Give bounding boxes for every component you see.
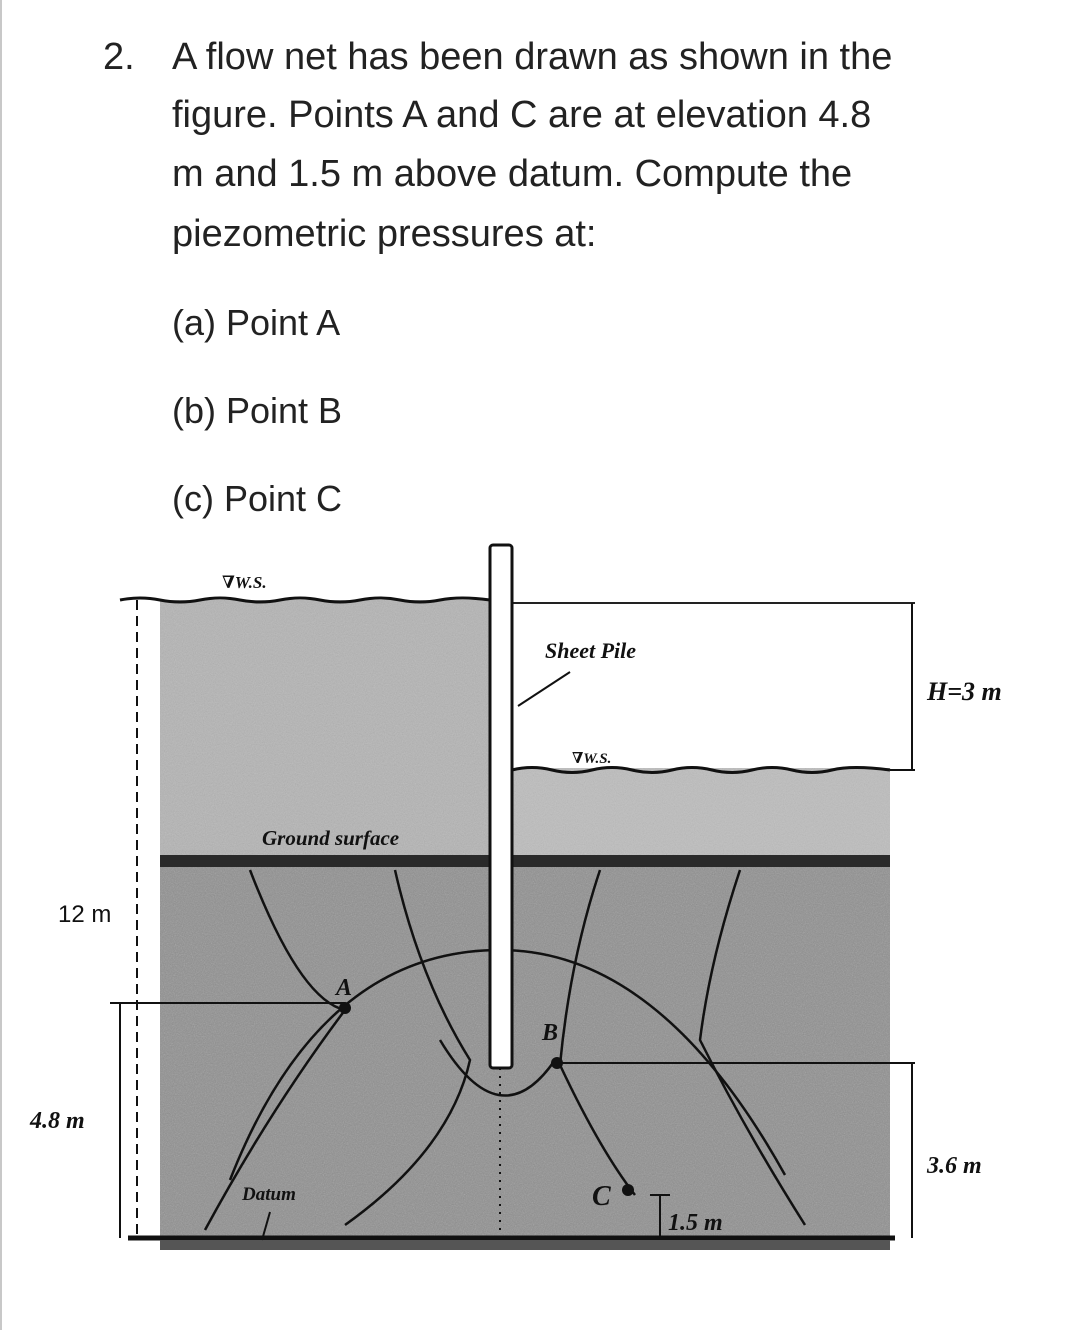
downstream-wse-label: ∇W.S. <box>572 751 612 767</box>
sheet-pile-leader <box>518 672 570 706</box>
flow-net-figure <box>0 530 1080 1330</box>
dim-3-6m-label: 3.6 m <box>927 1153 982 1179</box>
part-b: (b) Point B <box>172 390 343 431</box>
point-b-marker <box>551 1057 563 1069</box>
upstream-wse-label: ∇W.S. <box>222 573 267 592</box>
dim-12m-label: 12 m <box>58 901 112 928</box>
point-c-marker <box>622 1184 634 1196</box>
point-a-label: A <box>336 975 353 1001</box>
sheet-pile <box>490 545 512 1068</box>
question-text-line-4: piezometric pressures at: <box>172 213 597 255</box>
downstream-water-texture <box>512 768 890 855</box>
sheet-pile-label: Sheet Pile <box>545 638 637 663</box>
question-number: 2. <box>103 36 135 78</box>
point-b-label: B <box>542 1020 559 1046</box>
ground-surface-band <box>160 855 890 867</box>
head-difference-label: H=3 m <box>927 677 1002 706</box>
dim-1-5m-label: 1.5 m <box>668 1210 723 1236</box>
question-text-line-3: m and 1.5 m above datum. Compute the <box>172 153 853 195</box>
point-a-marker <box>339 1002 351 1014</box>
upstream-water-texture <box>160 600 490 855</box>
dim-4-8m-label: 4.8 m <box>30 1108 85 1134</box>
part-a: (a) Point A <box>172 302 341 343</box>
impervious-base-shading <box>160 1240 890 1250</box>
point-c-label: C <box>592 1181 611 1212</box>
question-text-line-2: figure. Points A and C are at elevation 4.8 <box>172 94 872 136</box>
question-text-line-1: A flow net has been drawn as shown in the <box>172 36 893 78</box>
datum-label: Datum <box>242 1184 296 1205</box>
problem-statement <box>0 0 1080 540</box>
flow-net-diagram <box>0 530 1080 1330</box>
ground-surface-label: Ground surface <box>262 826 400 850</box>
part-c: (c) Point C <box>172 478 343 519</box>
